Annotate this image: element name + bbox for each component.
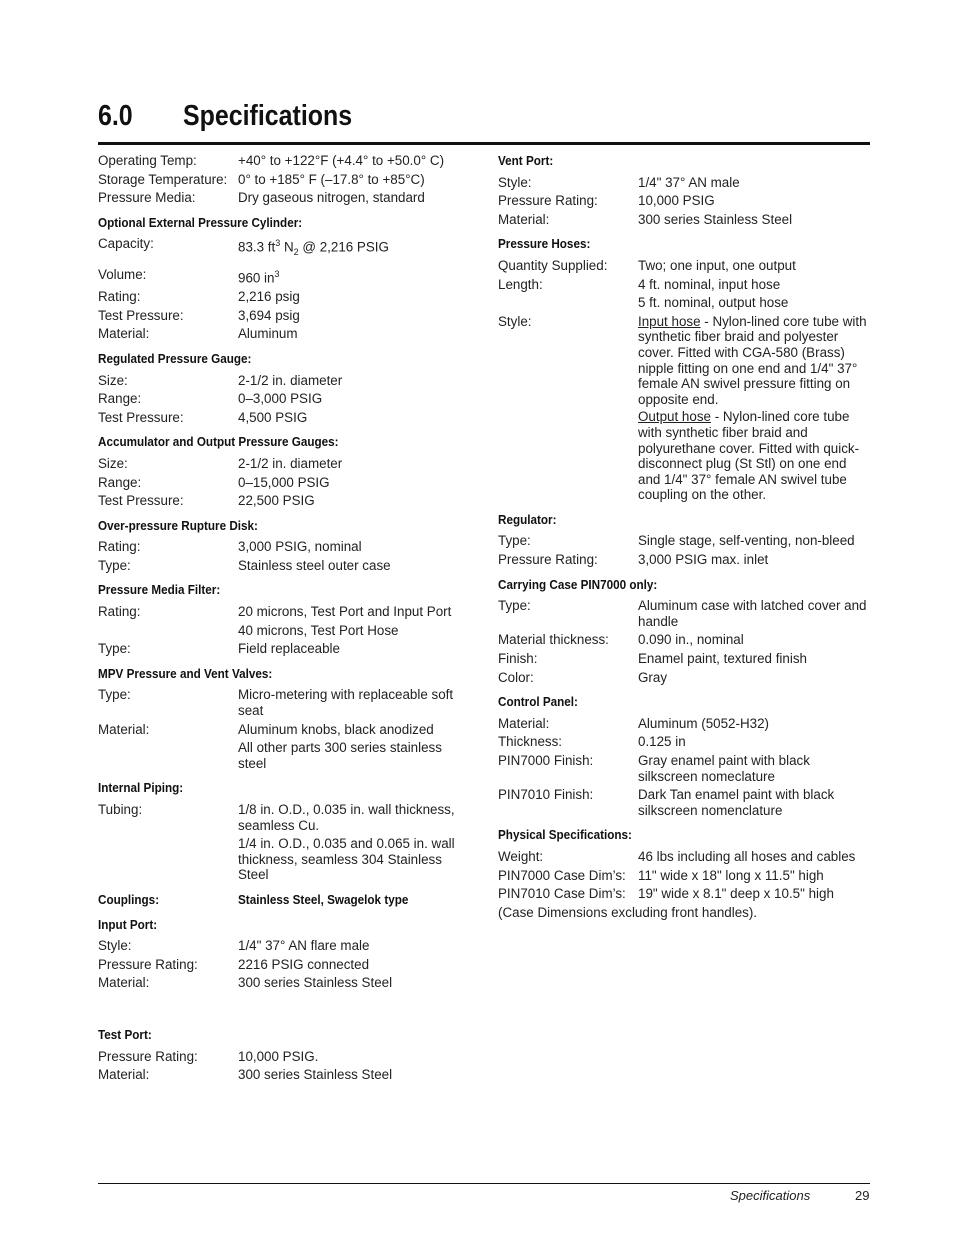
spec-value: 3,000 PSIG max. inlet xyxy=(638,552,769,568)
spec-value-line: 20 microns, Test Port and Input Port xyxy=(238,604,452,620)
spec-row xyxy=(498,734,870,750)
couplings-value: Stainless Steel, Swagelok type xyxy=(238,891,409,907)
spec-row xyxy=(98,975,470,991)
spec-value: 10,000 PSIG xyxy=(638,193,715,209)
spec-label: Test Pressure: xyxy=(98,493,184,509)
output-hose-desc: Output hose - Nylon-lined core tube with synthetic fiber braid and polyurethane cover. Fitted with quick-disconnect plug (St Stl) on one end and 1/4" 37° female AN swivel tube coupling on the other. xyxy=(638,409,860,503)
spec-value: Aluminum case with latched cover and handle xyxy=(638,598,867,629)
spec-label: Pressure Rating: xyxy=(498,552,598,568)
spec-value: Stainless steel outer case xyxy=(238,557,391,573)
spec-row xyxy=(498,175,870,191)
spec-value: Two; one input, one output xyxy=(638,257,796,273)
spec-label: Material: xyxy=(98,721,150,737)
spec-row xyxy=(498,598,870,629)
spec-row xyxy=(98,236,470,261)
spec-value-line: 1/8 in. O.D., 0.035 in. wall thickness, seamless Cu. xyxy=(238,802,455,833)
spec-row xyxy=(498,868,870,884)
couplings-row xyxy=(98,892,470,908)
spec-label: Storage Temperature: xyxy=(98,171,228,187)
spec-value: Enamel paint, textured finish xyxy=(638,651,807,667)
spec-label: Test Pressure: xyxy=(98,307,184,323)
spec-label: PIN7010 Case Dim’s: xyxy=(498,886,626,902)
spec-label: Color: xyxy=(498,669,534,685)
spec-value xyxy=(638,314,870,503)
spec-label: Capacity: xyxy=(98,236,154,252)
spec-label: Type: xyxy=(498,533,531,549)
section-heading: Regulator: xyxy=(498,511,557,527)
spec-label: Material: xyxy=(498,211,550,227)
spec-row xyxy=(98,1067,470,1083)
spec-value: 1/4" 37° AN flare male xyxy=(238,938,370,954)
spec-row xyxy=(498,632,870,648)
spec-label: Weight: xyxy=(498,848,544,864)
spec-label: Length: xyxy=(498,276,543,292)
spec-value: 0.125 in xyxy=(638,734,686,750)
spec-row xyxy=(98,722,470,772)
spec-label: Material thickness: xyxy=(498,632,609,648)
spec-label: Material: xyxy=(98,1067,150,1083)
spec-value: Gray xyxy=(638,669,668,685)
spec-label: Material: xyxy=(98,326,150,342)
footer-divider xyxy=(98,1183,870,1184)
spec-value-line: 1/4 in. O.D., 0.035 and 0.065 in. wall thickness, seamless 304 Stainless Steel xyxy=(238,836,455,883)
section-heading: Pressure Hoses: xyxy=(498,236,591,252)
spec-label: Quantity Supplied: xyxy=(498,257,608,273)
spec-row xyxy=(98,373,470,389)
spec-row xyxy=(98,493,470,509)
spec-label: PIN7000 Case Dim’s: xyxy=(498,867,626,883)
spec-value: Aluminum (5052-H32) xyxy=(638,715,769,731)
spec-value: 0.090 in., nominal xyxy=(638,632,744,648)
spec-value: 0–3,000 PSIG xyxy=(238,391,323,407)
spec-row xyxy=(98,1049,470,1065)
spec-row xyxy=(98,410,470,426)
spec-row xyxy=(498,552,870,568)
spec-value-line: 40 microns, Test Port Hose xyxy=(238,622,399,638)
spec-value xyxy=(638,277,870,311)
spec-label: Tubing: xyxy=(98,802,143,818)
spec-row xyxy=(98,456,470,472)
spec-value: 10,000 PSIG. xyxy=(238,1048,319,1064)
spec-label: PIN7000 Finish: xyxy=(498,753,594,768)
section-heading: Accumulator and Output Pressure Gauges: xyxy=(98,434,339,450)
spec-value: 46 lbs including all hoses and cables xyxy=(638,848,856,864)
spec-row xyxy=(98,267,470,286)
spec-row xyxy=(98,539,470,555)
right-column xyxy=(498,153,870,923)
section-heading: Input Port: xyxy=(98,916,158,932)
spec-row xyxy=(498,314,870,503)
section-heading: Vent Port: xyxy=(498,153,554,168)
spec-label: Type: xyxy=(98,687,131,703)
spec-value: 3,694 psig xyxy=(238,307,300,323)
spec-row xyxy=(498,193,870,209)
section-heading: Pressure Media Filter: xyxy=(98,582,221,598)
spec-value: 19" wide x 8.1" deep x 10.5" high xyxy=(638,886,834,902)
spec-value xyxy=(238,802,470,883)
spec-row xyxy=(498,787,870,818)
section-heading: MPV Pressure and Vent Valves: xyxy=(98,665,273,681)
spec-value-line: All other parts 300 series stainless steel xyxy=(238,740,442,771)
spec-value: Aluminum xyxy=(238,326,298,342)
spec-label: Pressure Rating: xyxy=(498,193,598,209)
spec-label: Test Pressure: xyxy=(98,409,184,425)
spec-label: Style: xyxy=(98,938,132,954)
spec-value: 300 series Stainless Steel xyxy=(238,1067,393,1083)
spec-value: Micro-metering with replaceable soft seat xyxy=(238,687,454,719)
spec-row xyxy=(98,326,470,342)
spec-label: PIN7010 Finish: xyxy=(498,787,594,803)
spec-value: 0° to +185° F (–17.8° to +85°C) xyxy=(238,171,425,187)
spec-label: Style: xyxy=(498,313,532,329)
spec-label: Range: xyxy=(98,474,142,490)
spec-label: Rating: xyxy=(98,289,141,305)
spec-value-line: 5 ft. nominal, output hose xyxy=(638,295,789,311)
spec-value: 300 series Stainless Steel xyxy=(238,975,393,991)
spec-row xyxy=(98,957,470,973)
spec-label: Style: xyxy=(498,174,532,190)
spec-value: Gray enamel paint with black silkscreen nomeclature xyxy=(638,753,810,784)
spec-row xyxy=(498,886,870,902)
spec-value: 1/4" 37° AN male xyxy=(638,174,740,190)
spec-row xyxy=(98,641,470,657)
spec-row xyxy=(498,716,870,732)
spec-label: Size: xyxy=(98,455,128,471)
spec-value: 2,216 psig xyxy=(238,289,300,305)
spec-value: +40° to +122°F (+4.4° to +50.0° C) xyxy=(238,153,445,168)
spec-value: Dry gaseous nitrogen, standard xyxy=(238,190,425,206)
dimensions-note: (Case Dimensions excluding front handles). xyxy=(498,904,758,920)
spec-value-line: 4 ft. nominal, input hose xyxy=(638,276,781,292)
spec-value: 3,000 PSIG, nominal xyxy=(238,539,362,555)
spec-row xyxy=(98,604,470,638)
page-number: 29 xyxy=(855,1188,870,1203)
spec-value: 2-1/2 in. diameter xyxy=(238,372,343,388)
section-heading: Couplings: xyxy=(98,891,160,907)
spec-value xyxy=(238,604,470,638)
spec-label: Material: xyxy=(98,975,150,991)
spec-row xyxy=(98,802,470,883)
spec-row xyxy=(98,475,470,491)
spec-row xyxy=(98,938,470,954)
spec-row xyxy=(498,670,870,686)
spec-label: Volume: xyxy=(98,267,147,283)
page-title: Specifications xyxy=(183,100,353,132)
spec-label: Type: xyxy=(98,641,131,657)
section-heading: Carrying Case PIN7000 only: xyxy=(498,576,658,592)
spec-value: 300 series Stainless Steel xyxy=(638,211,793,227)
spec-row xyxy=(98,308,470,324)
spec-label: Pressure Rating: xyxy=(98,1048,198,1064)
footer-section-name: Specifications xyxy=(730,1188,811,1203)
spec-value: 22,500 PSIG xyxy=(238,493,315,509)
spec-value: 2-1/2 in. diameter xyxy=(238,455,343,471)
spec-row xyxy=(98,172,470,188)
section-heading: Internal Piping: xyxy=(98,780,184,796)
section-heading: Control Panel: xyxy=(498,694,578,710)
spec-label: Type: xyxy=(98,557,131,573)
spec-value: 83.3 $ft^3$ $N_2$ @ 2,216 PSIG xyxy=(238,238,389,258)
spec-label: Material: xyxy=(498,715,550,731)
spec-label: Type: xyxy=(498,598,531,614)
spec-label: Range: xyxy=(98,391,142,407)
spec-row xyxy=(98,558,470,574)
spec-label: Rating: xyxy=(98,604,141,620)
spec-label: Size: xyxy=(98,372,128,388)
spec-label: Rating: xyxy=(98,539,141,555)
section-heading: Regulated Pressure Gauge: xyxy=(98,350,252,366)
spec-value: 4,500 PSIG xyxy=(238,409,308,425)
spec-label: Operating Temp: xyxy=(98,153,197,168)
spec-value: 0–15,000 PSIG xyxy=(238,474,330,490)
spec-value: 960 $in^3$ xyxy=(238,269,280,286)
spec-row xyxy=(498,651,870,667)
spec-value: Field replaceable xyxy=(238,641,340,657)
spec-row xyxy=(98,153,470,169)
spec-row xyxy=(498,277,870,311)
spec-row xyxy=(98,289,470,305)
spec-label: Finish: xyxy=(498,651,538,667)
spec-value: Single stage, self-venting, non-bleed xyxy=(638,533,855,549)
input-hose-desc: Input hose - Nylon-lined core tube with synthetic fiber braid and polyester cover. Fitted with CGA-580 (Brass) nipple fitting on one end and 1/4" 37° female AN swivel pressure fitting on opposite end. xyxy=(638,313,867,407)
spec-value: 2216 PSIG connected xyxy=(238,956,370,972)
section-heading: Physical Specifications: xyxy=(498,827,632,843)
spec-row xyxy=(98,687,470,718)
spacer xyxy=(98,994,470,1018)
section-number: 6.0 xyxy=(98,100,133,132)
spec-row xyxy=(98,391,470,407)
left-column xyxy=(98,153,470,1086)
section-heading: Optional External Pressure Cylinder: xyxy=(98,214,303,230)
spec-row xyxy=(98,190,470,206)
spec-value-line: Aluminum knobs, black anodized xyxy=(238,721,434,737)
spec-row xyxy=(498,258,870,274)
spec-row xyxy=(498,753,870,784)
section-heading: Test Port: xyxy=(98,1026,152,1042)
spec-value: 11" wide x 18" long x 11.5" high xyxy=(638,867,824,883)
spec-row xyxy=(498,212,870,228)
output-hose-term: Output hose xyxy=(638,409,711,425)
spec-value xyxy=(238,722,470,772)
input-hose-term: Input hose xyxy=(638,313,701,329)
spec-label: Thickness: xyxy=(498,734,562,750)
section-heading: Over-pressure Rupture Disk: xyxy=(98,517,258,533)
spec-label: Pressure Rating: xyxy=(98,956,198,972)
spec-row xyxy=(498,849,870,865)
section-header xyxy=(98,98,870,145)
spec-label: Pressure Media: xyxy=(98,190,196,206)
spec-value: Dark Tan enamel paint with black silkscreen nomenclature xyxy=(638,787,835,818)
spec-row xyxy=(498,533,870,549)
